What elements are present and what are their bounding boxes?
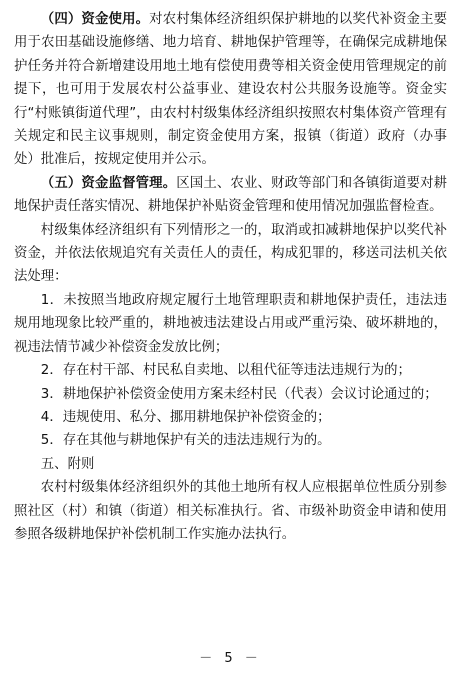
- penalty-item-2: 2．存在村干部、村民私自卖地、以租代征等违法违规行为的；: [40, 363, 411, 379]
- penalty-item-5: 5．存在其他与耕地保护有关的违法违规行为的。: [40, 433, 331, 449]
- document-body: [14, 8, 447, 546]
- penalty-item-3: 3．耕地保护补偿资金使用方案未经村民（代表）会议讨论通过的；: [40, 386, 438, 402]
- supplementary-paragraph: 农村村级集体经济组织外的其他土地所有权人应根据单位性质分别参照社区（村）和镇（街道）相关标准执行。省、市级补助资金申请和使用参照各级耕地保护补偿机制工作实施办法执行。: [14, 480, 447, 542]
- penalty-item-4: 4．违规使用、私分、挪用耕地保护补偿资金的；: [40, 409, 331, 425]
- section-5-paragraph: [14, 172, 447, 219]
- section-4-body: 对农村集体经济组织保护耕地的以奖代补资金主要用于农田基础设施修缮、地力培育、耕地保护管理等，在确保完成耕地保护任务并符合新增建设用地土地有偿使用费等相关资金使用管理规定的前提下，也可用于发展农村公益事业、建设农村公共服务设施等。资金实行“村账镇街道代理”，由农村村级集体经济组织按照农村集体资产管理有关规定和民主议事规则，制定资金使用方案，报镇（街道）政府（办事处）批准后，按规定使用并公示。: [14, 12, 448, 168]
- section-4-paragraph: [14, 8, 447, 172]
- page-number: － 5 －: [199, 651, 262, 666]
- section-5-heading: （五）资金监督管理。: [40, 175, 177, 191]
- penalty-item-1: 1．未按照当地政府规定履行土地管理职责和耕地保护责任，违法违规用地现象比较严重的，耕地被违法建设占用或严重污染、破坏耕地的，视违法情节减少补偿资金发放比例；: [14, 292, 447, 355]
- section-4-heading: （四）资金使用。: [40, 12, 150, 27]
- supplementary-heading: 五、附则: [40, 456, 95, 472]
- section-5-body: 区国土、农业、财政等部门和各镇街道要对耕地保护责任落实情况、耕地保护补贴资金管理和使用情况加强监督检查。: [14, 175, 447, 215]
- penalty-intro-paragraph: 村级集体经济组织有下列情形之一的，取消或扣减耕地保护以奖代补资金，并依法依规追究有关责任人的责任，构成犯罪的，移送司法机关依法处理：: [14, 222, 447, 285]
